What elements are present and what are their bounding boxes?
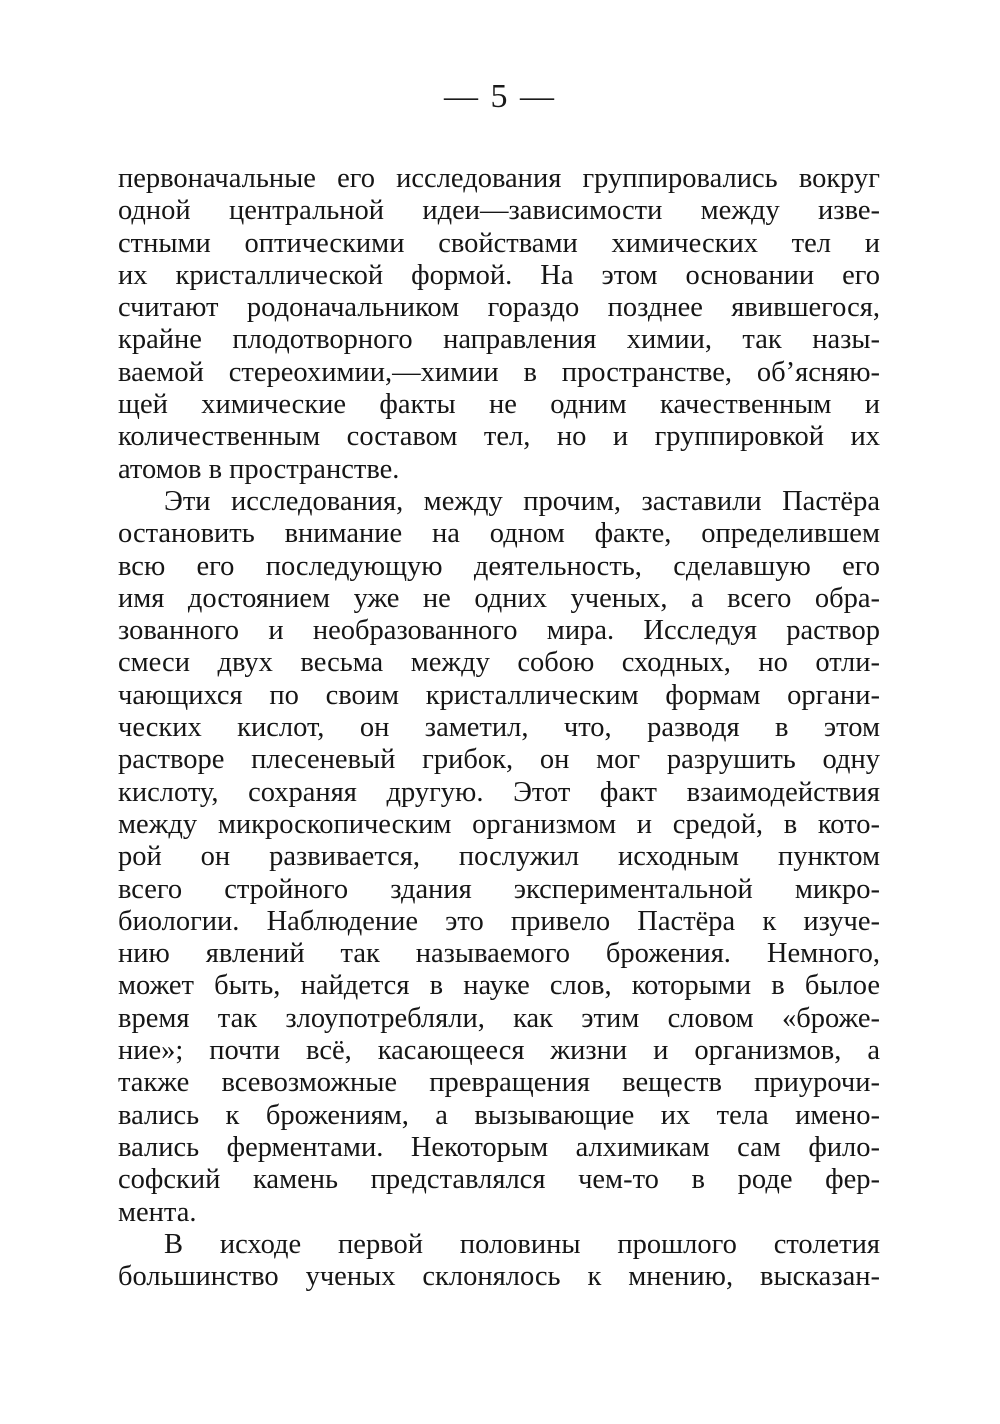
paragraph-first-line: Эти исследования, между прочим, заставили Пастёра <box>164 485 880 517</box>
text-line: время так злоупотребляли, как этим словом «броже- <box>118 1002 880 1034</box>
text-line: также всевозможные превращения веществ приурочи- <box>118 1067 880 1099</box>
text-line: крайне плодотворного направления химии, так назы- <box>118 324 880 356</box>
text-line: количественным составом тел, но и группировкой их <box>118 421 880 453</box>
text-line: вались к брожениям, а вызывающие их тела имено- <box>118 1099 880 1131</box>
text-line: между микроскопическим организмом и средой, в кото- <box>118 808 880 840</box>
text-line: ние»; почти всё, касающееся жизни и организмов, а <box>118 1035 880 1067</box>
text-line: первоначальные его исследования группировались вокруг <box>118 163 880 194</box>
text-line: щей химические факты не одним качественным и <box>118 389 880 421</box>
text-line: атомов в пространстве. <box>118 453 400 485</box>
paragraph-first-line: В исходе первой половины прошлого столетия <box>164 1228 880 1260</box>
text-line: может быть, найдется в науке слов, которыми в былое <box>118 970 880 1002</box>
text-line: большинство ученых склонялось к мнению, высказан- <box>118 1261 880 1293</box>
text-line: их кристаллической формой. На этом основании его <box>118 259 880 291</box>
text-line: мента. <box>118 1196 197 1228</box>
body-text <box>118 163 880 1293</box>
text-line: стными оптическими свойствами химических тел и <box>118 227 880 259</box>
text-line: зованного и необразованного мира. Исследуя раствор <box>118 615 880 647</box>
text-line: растворе плесеневый грибок, он мог разрушить одну <box>118 744 880 776</box>
text-line: биологии. Наблюдение это привело Пастёра к изуче- <box>118 905 880 937</box>
text-line: всего стройного здания экспериментальной микро- <box>118 873 880 905</box>
text-line: остановить внимание на одном факте, определившем <box>118 518 880 550</box>
text-line: всю его последующую деятельность, сделавшую его <box>118 550 880 582</box>
text-line: софский камень представлялся чем-то в роде фер- <box>118 1164 880 1196</box>
text-line: кислоту, сохраняя другую. Этот факт взаимодействия <box>118 776 880 808</box>
text-line: нию явлений так называемого брожения. Немного, <box>118 938 880 970</box>
text-line: рой он развивается, послужил исходным пунктом <box>118 841 880 873</box>
text-line: ваемой стереохимии,—химии в пространстве, об’ясняю- <box>118 356 880 388</box>
text-line: вались ферментами. Некоторым алхимикам сам фило- <box>118 1131 880 1163</box>
text-line: считают родоначальником гораздо позднее явившегося, <box>118 292 880 324</box>
text-line: чающихся по своим кристаллическим формам органи- <box>118 679 880 711</box>
page-number: — 5 — <box>444 78 556 115</box>
text-line: имя достоянием уже не одних ученых, а всего обра- <box>118 582 880 614</box>
text-line: смеси двух весьма между собою сходных, но отли- <box>118 647 880 679</box>
text-line: одной центральной идеи—зависимости между изве- <box>118 195 880 227</box>
text-line: ческих кислот, он заметил, что, разводя в этом <box>118 712 880 744</box>
